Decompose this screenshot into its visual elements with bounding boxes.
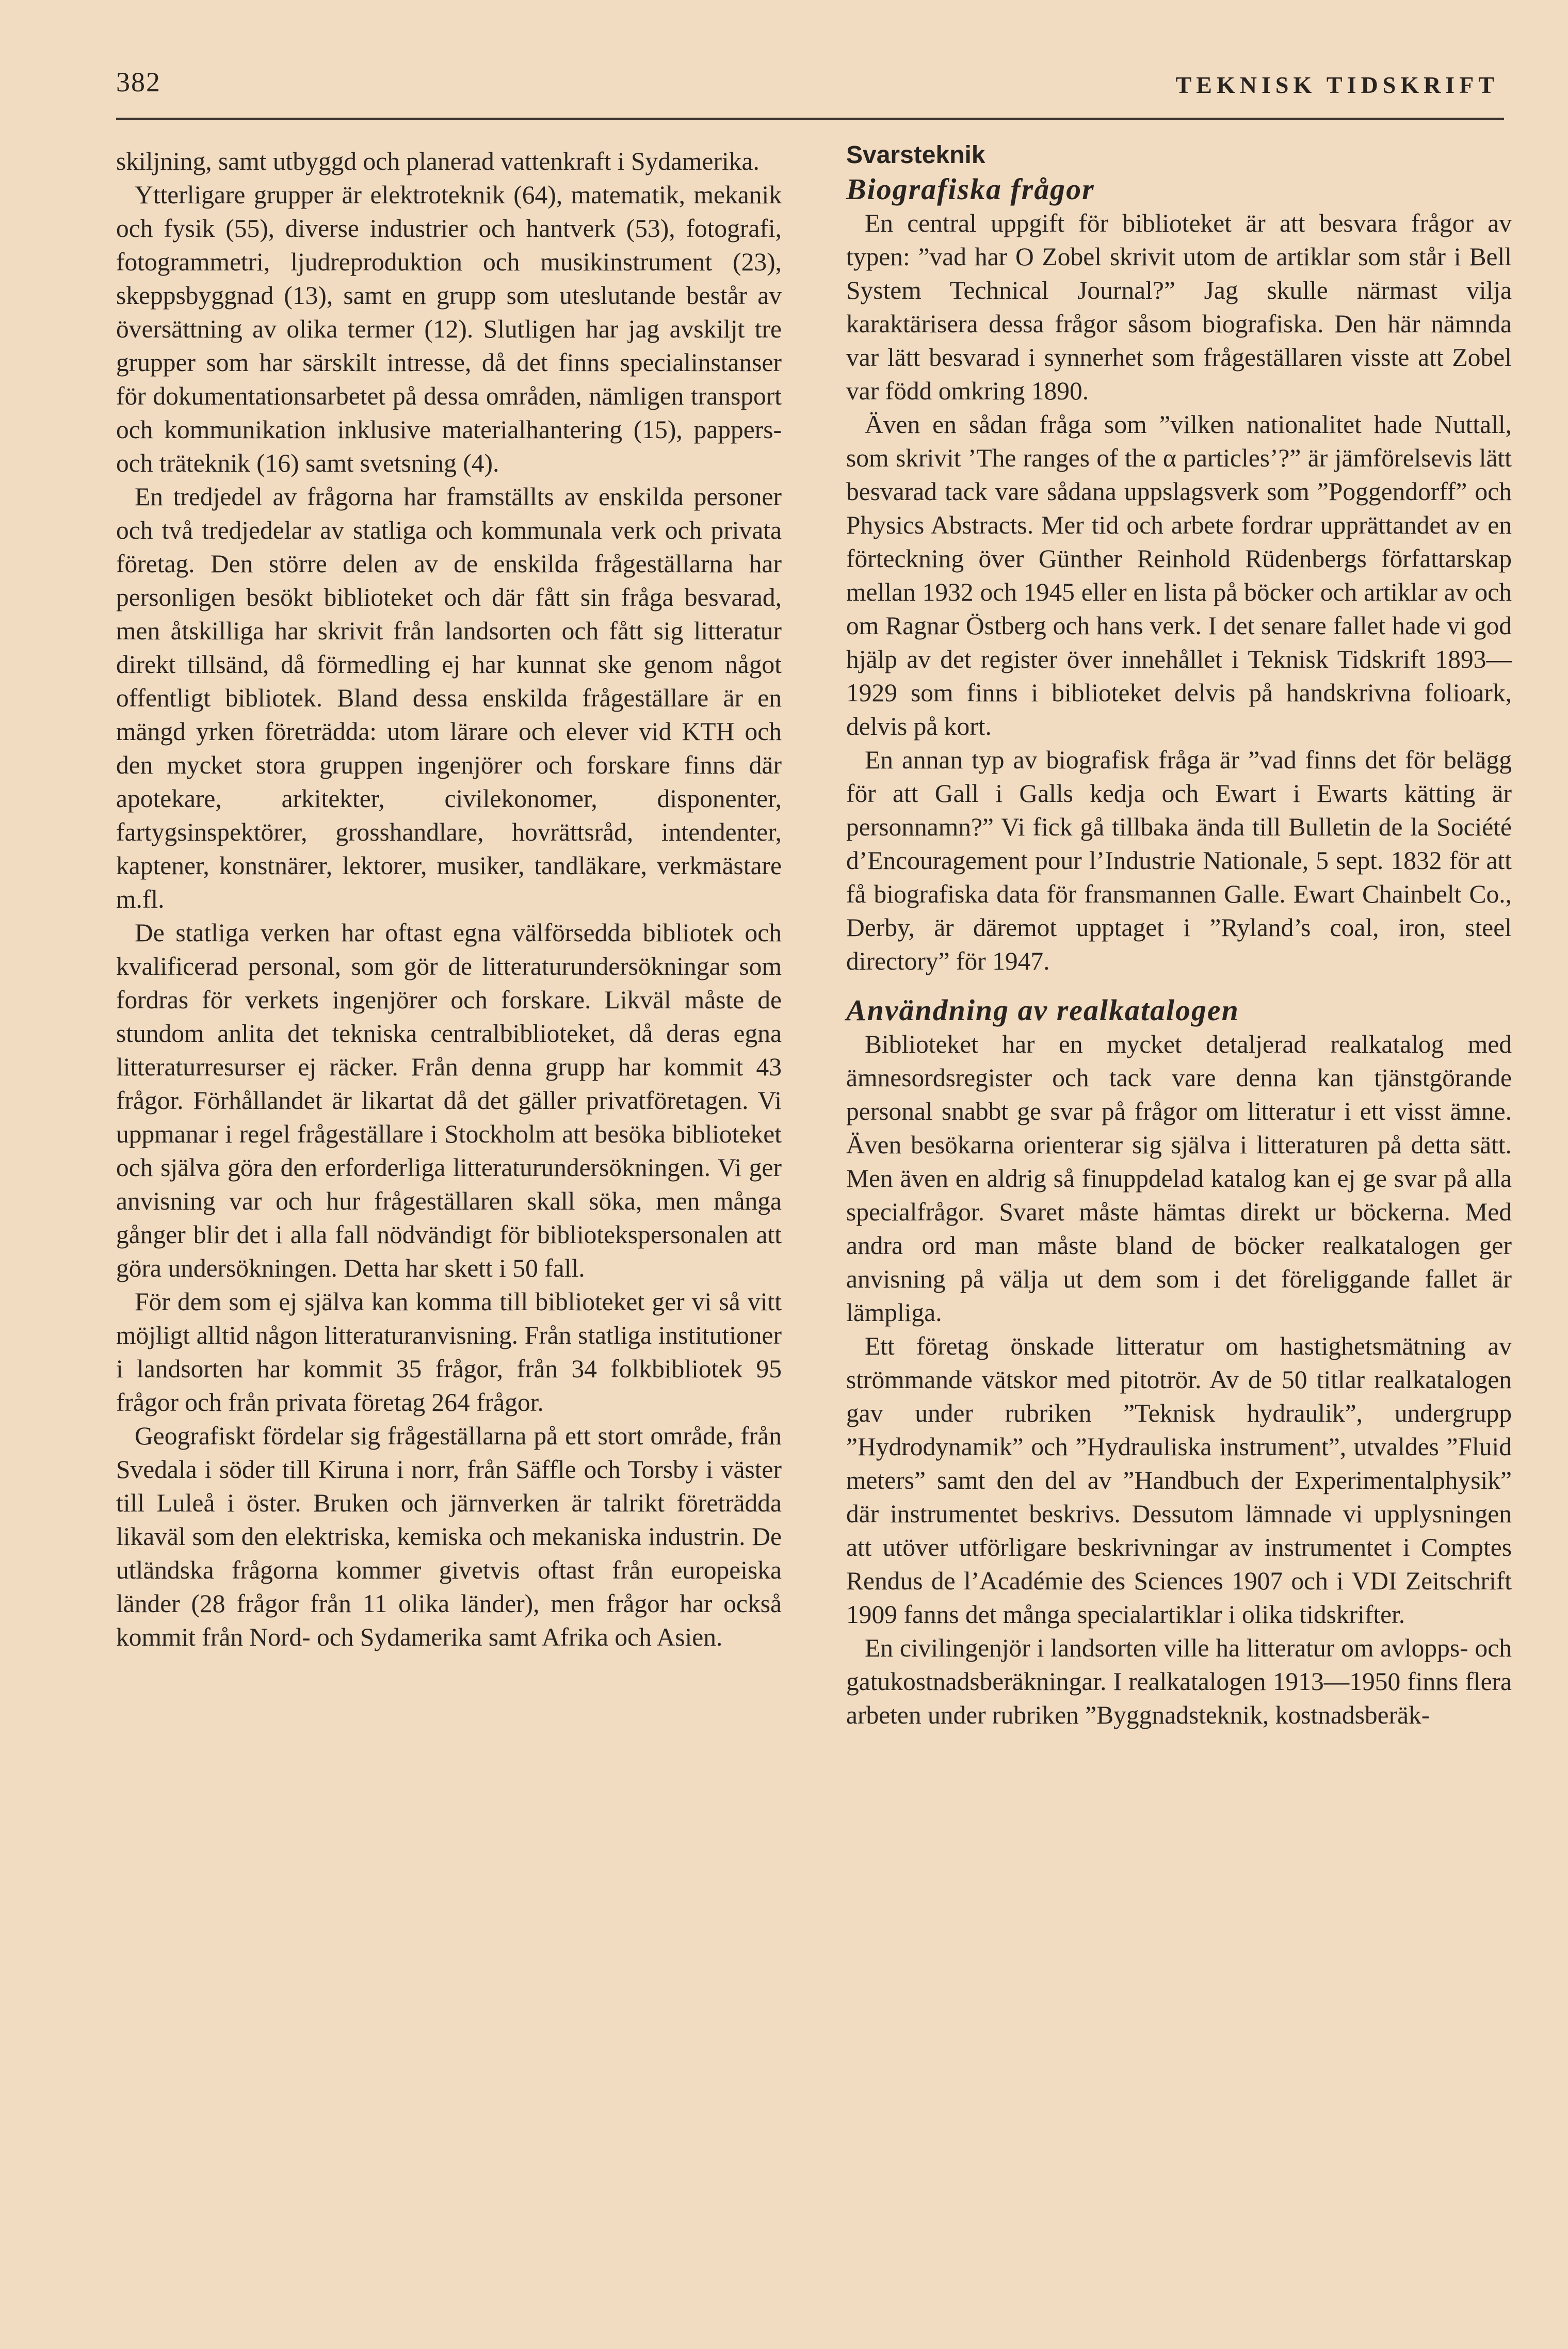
paragraph: En annan typ av biografisk fråga är ”vad finns det för belägg för att Gall i Galls kedja och Ewart i Ewarts kätting är personnamn?” Vi fick gå tillbaka ända till Bulletin de la Société d’Encouragement pour l’Industrie Nationale, 5 sept. 1832 för att få biografiska data för fransmannen Galle. Ewart Chainbelt Co., Derby, är däremot upptaget i ”Ryland’s coal, iron, steel directory” för 1947. — [846, 746, 1512, 975]
subheading-realkatalogen: Användning av realkatalogen — [846, 993, 1239, 1027]
paragraph: En tredjedel av frågorna har framställts av enskilda personer och två tredjedelar av statliga och kommunala verk och privata företag. Den större delen av de enskilda frågeställarna har personligen besökt biblioteket och där fått sin fråga besvarad, men åtskilliga har skrivit från landsorten och fått sig litteratur direkt tillsänd, då förmedling ej har kunnat ske genom något offentligt bibliotek. Bland dessa enskilda frågeställare är en mängd yrken företrädda: utom lärare och elever vid KTH och den mycket stora gruppen ingenjörer och forskare finns där apotekare, arkitekter, civilekonomer, disponenter, fartygsinspektörer, grosshandlare, hovrättsråd, intendenter, kaptener, konstnärer, lektorer, musiker, tandläkare, verkmästare m.fl. — [116, 482, 782, 913]
subheading-biografiska: Biografiska frågor — [846, 172, 1095, 206]
paragraph: skiljning, samt utbyggd och planerad vattenkraft i Sydamerika. — [116, 147, 759, 175]
left-column — [116, 144, 782, 1654]
paragraph: För dem som ej själva kan komma till biblioteket ger vi så vitt möjligt alltid någon litteraturanvisning. Från statliga institutioner i landsorten har kommit 35 frågor, från 34 folkbibliotek 95 frågor och från privata företag 264 frågor. — [116, 1288, 782, 1417]
paragraph: En central uppgift för biblioteket är att besvara frågor av typen: ”vad har O Zobel skrivit utom de artiklar som står i Bell System Technical Journal?” Jag skulle närmast vilja karaktärisera dessa frågor såsom biografiska. Den här nämnda var lätt besvarad i synnerhet som frågeställaren visste att Zobel var född omkring 1890. — [846, 209, 1512, 405]
section-heading: Svarsteknik — [846, 141, 985, 169]
paragraph: Biblioteket har en mycket detaljerad realkatalog med ämnesordsregister och tack vare denna kan tjänstgörande personal snabbt ge svar på frågor om litteratur i ett visst ämne. Även besökarna orienterar sig själva i litteraturen på detta sätt. Men även en aldrig så finuppdelad katalog kan ej ge svar på alla specialfrågor. Svaret måste hämtas direkt ur böckerna. Med andra ord man måste bland de böcker realkatalogen ger anvisning på välja ut dem som i det föreliggande fallet är lämpliga. — [846, 1030, 1512, 1327]
paragraph: Geografiskt fördelar sig frågeställarna på ett stort område, från Svedala i söder till Kiruna i norr, från Säffle och Torsby i väster till Luleå i öster. Bruken och järnverken är talrikt företrädda likaväl som den elektriska, kemiska och mekaniska industrin. De utländska frågorna kommer givetvis oftast från europeiska länder (28 frågor från 11 olika länder), men frågor har också kommit från Nord- och Sydamerika samt Afrika och Asien. — [116, 1422, 782, 1651]
page-header — [116, 61, 1504, 120]
journal-title: TEKNISK TIDSKRIFT — [1175, 72, 1499, 98]
page-number: 382 — [116, 67, 161, 98]
paragraph: Även en sådan fråga som ”vilken nationalitet hade Nuttall, som skrivit ’The ranges of the α particles’?” är jämförelsevis lätt besvarad tack vare sådana uppslagsverk som ”Poggendorff” och Physics Abstracts. Mer tid och arbete fordrar upprättandet av en förteckning över Günther Reinhold Rüdenbergs författarskap mellan 1932 och 1945 eller en lista på böcker och artiklar av och om Ragnar Östberg och hans verk. I det senare fallet hade vi god hjälp av det register över innehållet i Teknisk Tidskrift 1893—1929 som finns i biblioteket delvis på handskrivna folioark, delvis på kort. — [846, 410, 1512, 741]
paragraph: De statliga verken har oftast egna välförsedda bibliotek och kvalificerad personal, som gör de litteraturundersökningar som fordras för verkets ingenjörer och forskare. Likväl måste de stundom anlita det tekniska centralbiblioteket, då deras egna litteraturresurser ej räcker. Från denna grupp har kommit 43 frågor. Förhållandet är likartat då det gäller privatföretagen. Vi uppmanar i regel frågeställare i Stockholm att besöka biblioteket och själva göra den erforderliga litteraturundersökningen. Vi ger anvisning var och hur frågeställaren skall söka, men många gånger blir det i alla fall nödvändigt för bibliotekspersonalen att göra undersökningen. Detta har skett i 50 fall. — [116, 919, 782, 1282]
paragraph: Ett företag önskade litteratur om hastighetsmätning av strömmande vätskor med pitotrör. Av de 50 titlar realkatalogen gav under rubriken ”Teknisk hydraulik”, undergrupp ”Hydrodynamik” och ”Hydrauliska instrument”, utvaldes ”Fluid meters” samt den del av ”Handbuch der Experimentalphysik” där instrumentet beskrivs. Dessutom lämnade vi upplysningen att utöver utförligare beskrivningar av instrumentet i Comptes Rendus de l’Académie des Sciences 1907 och i VDI Zeitschrift 1909 fanns det många specialartiklar i olika tidskrifter. — [846, 1332, 1512, 1629]
paragraph: En civilingenjör i landsorten ville ha litteratur om avlopps- och gatukostnadsberäkningar. I realkatalogen 1913—1950 finns flera arbeten under rubriken ”Byggnadsteknik, kostnadsberäk- — [846, 1634, 1512, 1729]
right-column — [846, 138, 1512, 1732]
paragraph: Ytterligare grupper är elektroteknik (64), matematik, mekanik och fysik (55), diverse industrier och hantverk (53), fotografi, fotogrammetri, ljudreproduktion och musikinstrument (23), skeppsbyggnad (13), samt en grupp som uteslutande består av översättning av olika termer (12). Slutligen har jag avskiljt tre grupper som har särskilt intresse, då det finns specialinstanser för dokumentationsarbetet på dessa områden, nämligen transport och kommunikation inklusive materialhantering (15), pappers- och träteknik (16) samt svetsning (4). — [116, 181, 782, 477]
